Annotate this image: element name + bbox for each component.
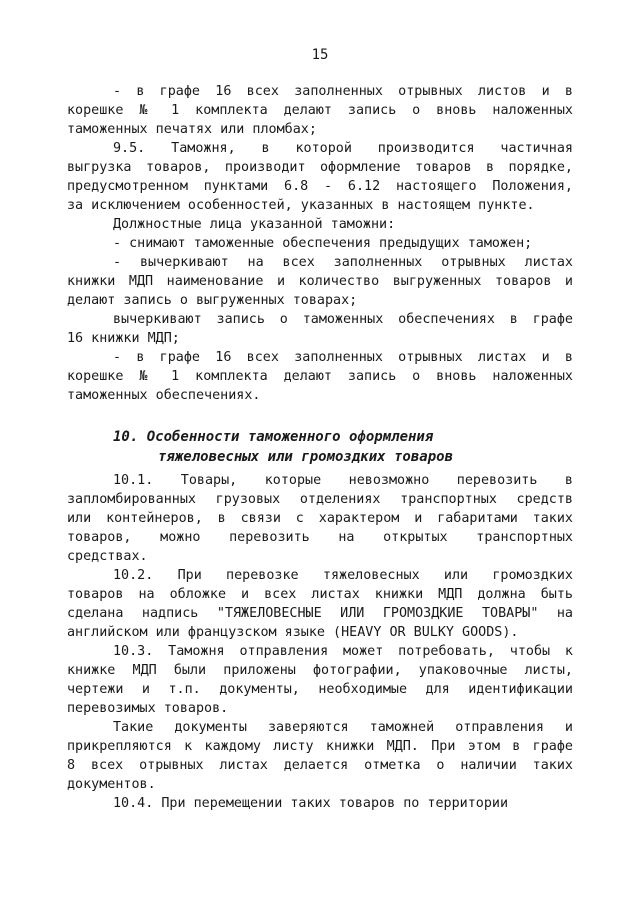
text-line: запломбированных грузовых отделениях транспортных средств (67, 492, 573, 507)
text-line: - вычеркивают на всех заполненных отрывных листах (113, 255, 573, 270)
text-line: чертежи и т.п. документы, необходимые для идентификации (67, 682, 573, 697)
text-line: или контейнеров, в связи с характером и габаритами таких (67, 511, 573, 526)
text-line: 10.3. Таможня отправления может потребовать, чтобы к (113, 644, 573, 659)
text-line: товаров, можно перевозить на открытых транспортных (67, 530, 573, 545)
text-line: предусмотренном пунктами 6.8 - 6.12 настоящего Положения, (67, 179, 573, 194)
text-line: - в графе 16 всех заполненных отрывных листах и в (113, 350, 573, 365)
text-line: корешке № 1 комплекта делают запись о вновь наложенных (67, 369, 573, 384)
text-line: книжке МДП были приложены фотографии, упаковочные листы, (67, 663, 573, 678)
text-line: Должностные лица указанной таможни: (113, 217, 396, 232)
text-line: 10.4. При перемещении таких товаров по территории (113, 796, 509, 811)
text-line: книжки МДП наименование и количество выгруженных товаров и (67, 274, 573, 289)
text-line: 16 книжки МДП; (67, 331, 180, 346)
text-line: Такие документы заверяются таможней отправления и (113, 720, 573, 735)
section-heading-continuation: тяжеловесных или громоздких товаров (158, 449, 454, 465)
text-line: за исключением особенностей, указанных в настоящем пункте. (67, 198, 535, 213)
text-line: средствах. (67, 549, 148, 564)
text-line: английском или французском языке (HEAVY OR BULKY GOODS). (67, 625, 519, 640)
text-line: 10.2. При перевозке тяжеловесных или громоздких (113, 568, 573, 583)
text-line: делают запись о выгруженных товарах; (67, 293, 358, 308)
text-line: документов. (67, 777, 156, 792)
text-line: таможенных обеспечениях. (67, 388, 261, 403)
section-heading: 10. Особенности таможенного оформления (113, 429, 434, 445)
text-line: выгрузка товаров, производит оформление товаров в порядке, (67, 160, 573, 175)
text-line: таможенных печатях или пломбах; (67, 122, 317, 137)
text-line: вычеркивают запись о таможенных обеспечениях в графе (113, 312, 573, 327)
text-line: прикрепляются к каждому листу книжки МДП. При этом в графе (67, 739, 573, 754)
page-number: 15 (311, 47, 329, 63)
text-line: корешке № 1 комплекта делают запись о вновь наложенных (67, 103, 573, 118)
text-line: сделана надпись "ТЯЖЕЛОВЕСНЫЕ ИЛИ ГРОМОЗДКИЕ ТОВАРЫ" на (67, 606, 573, 621)
text-line: 9.5. Таможня, в которой производится частичная (113, 141, 573, 156)
text-line: 8 всех отрывных листах делается отметка о наличии таких (67, 758, 573, 773)
text-line: 10.1. Товары, которые невозможно перевозить в (113, 473, 573, 488)
text-line: перевозимых товаров. (67, 701, 229, 716)
text-line: - в графе 16 всех заполненных отрывных листов и в (113, 84, 573, 99)
text-line: - снимают таможенные обеспечения предыдущих таможен; (113, 236, 533, 251)
text-line: товаров на обложке и всех листах книжки МДП должна быть (67, 587, 573, 602)
